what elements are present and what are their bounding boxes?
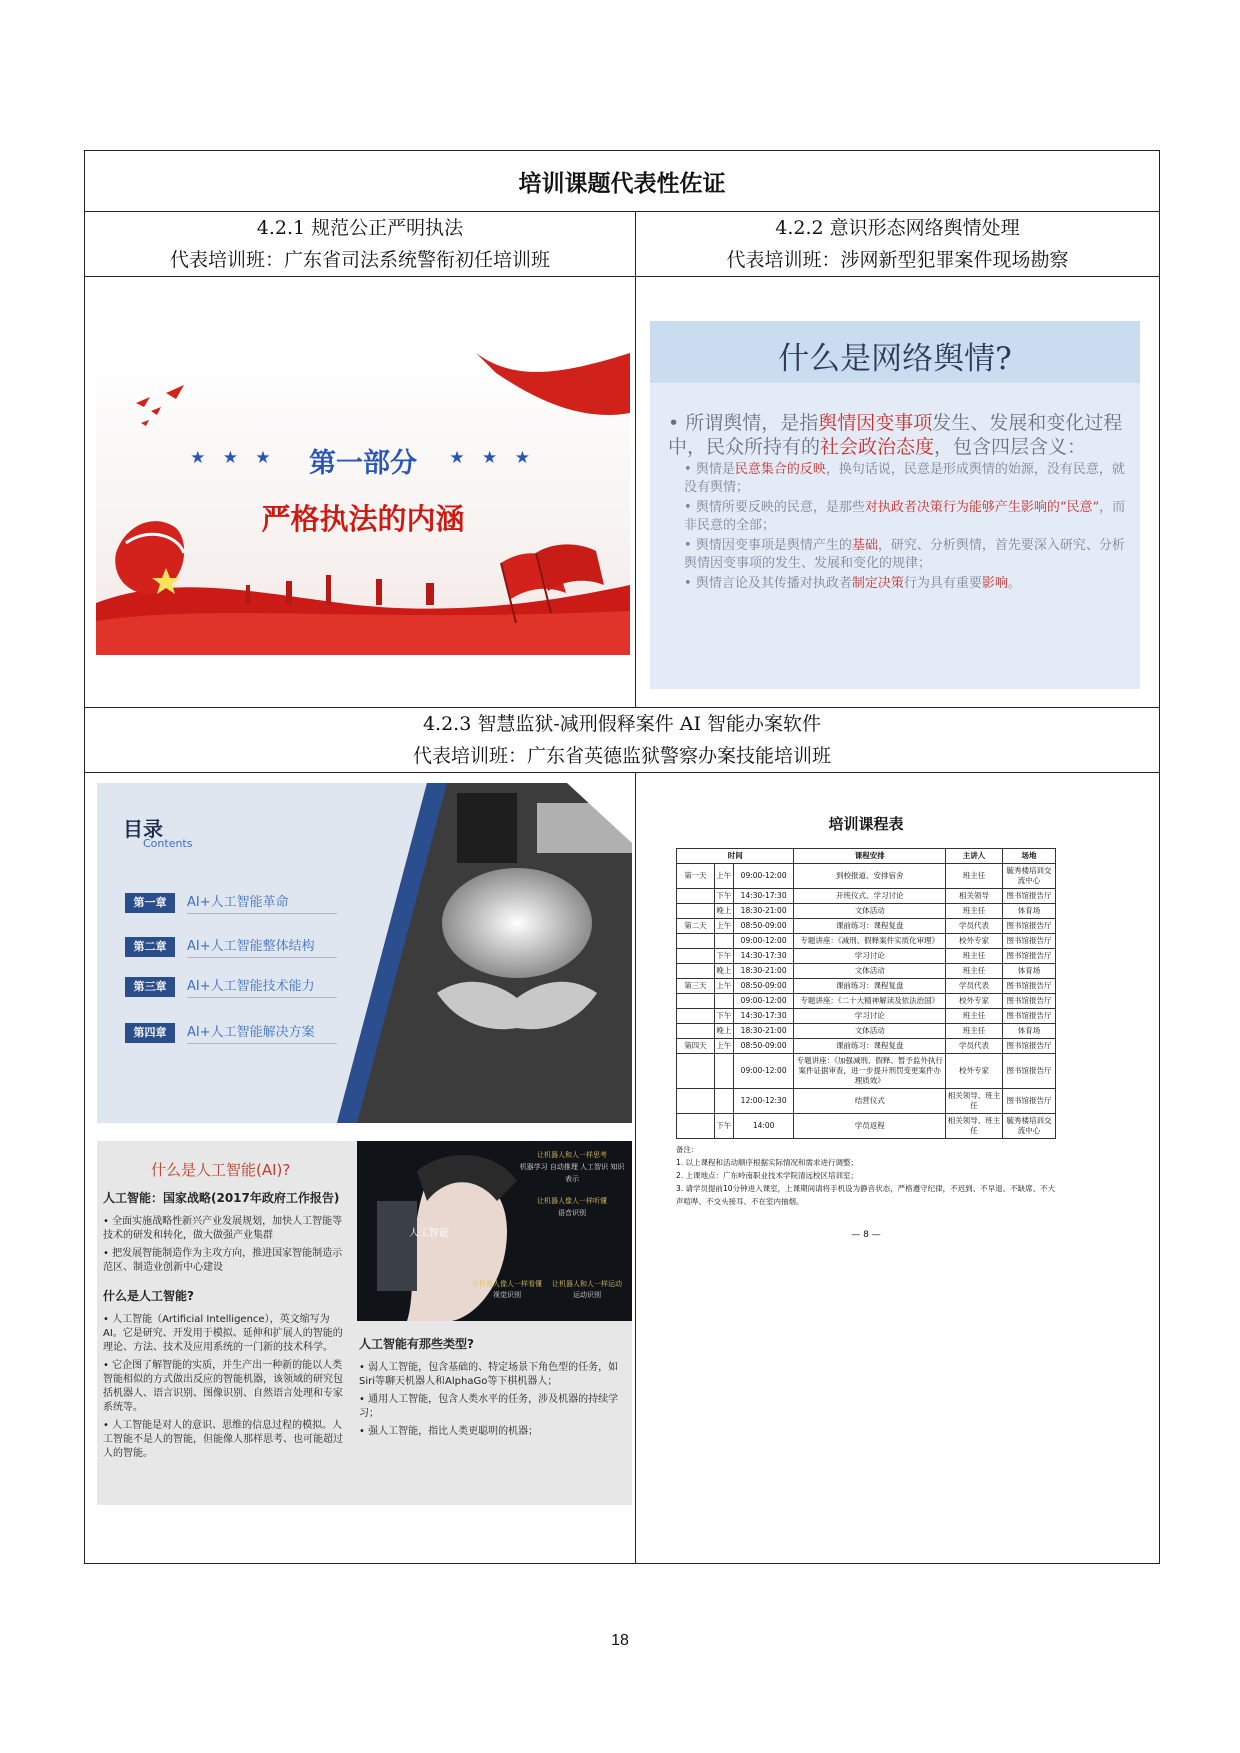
table-cell bbox=[677, 1054, 715, 1089]
table-cell: 结营仪式 bbox=[794, 1089, 946, 1114]
table-row bbox=[677, 949, 1056, 964]
ai-what-list bbox=[103, 1313, 349, 1461]
ai-types-heading: 人工智能有那些类型? bbox=[359, 1337, 474, 1351]
table-cell: 18:30-21:00 bbox=[733, 1024, 794, 1039]
class-name: 代表培训班：涉网新型犯罪案件现场勘察 bbox=[726, 249, 1069, 271]
table-title: 培训课题代表性佐证 bbox=[85, 151, 1160, 212]
schedule-cell bbox=[636, 773, 1160, 1564]
list-item: • 把发展智能制造作为主攻方向，推进国家智能制造示范区、制造业创新中心建设 bbox=[103, 1248, 343, 1273]
table-cell: 班主任 bbox=[946, 1009, 1003, 1024]
slide-body bbox=[668, 411, 1130, 593]
slide-cell-left bbox=[85, 277, 636, 708]
table-cell: 文体活动 bbox=[794, 904, 946, 919]
image-caption: 让机器人像人一样看懂 bbox=[472, 1280, 542, 1288]
table-cell: 08:50-09:00 bbox=[733, 1039, 794, 1054]
table-row bbox=[677, 889, 1056, 904]
table-cell: 图书馆报告厅 bbox=[1002, 934, 1055, 949]
table-cell: 班主任 bbox=[946, 864, 1003, 889]
table-cell: 08:50-09:00 bbox=[733, 919, 794, 934]
list-item: • 舆情因变事项是舆情产生的基础，研究、分析舆情，首先要深入研究、分析舆情因变事项的发生、发展和变化的规律； bbox=[684, 538, 1125, 571]
table-cell: 课前练习：课程复盘 bbox=[794, 919, 946, 934]
table-cell bbox=[714, 1089, 733, 1114]
schedule-title: 培训课程表 bbox=[828, 815, 904, 833]
contents-title: 目录 bbox=[123, 817, 163, 841]
table-cell: 18:30-21:00 bbox=[733, 964, 794, 979]
class-name: 代表培训班：广东省司法系统警衔初任培训班 bbox=[169, 249, 550, 271]
list-item: • 弱人工智能，包含基础的、特定场景下角色型的任务，如Siri等聊天机器人和AlphaGo等下棋机器人； bbox=[359, 1362, 619, 1387]
table-cell: 09:00-12:00 bbox=[733, 1054, 794, 1089]
ai-types-list bbox=[359, 1361, 625, 1439]
table-cell: 下午 bbox=[714, 949, 733, 964]
table-cell bbox=[677, 904, 715, 919]
cell-heading-423 bbox=[85, 708, 1160, 773]
table-cell bbox=[677, 889, 715, 904]
table-row bbox=[677, 1114, 1056, 1139]
toc-item: 第四章 AI+人工智能解决方案 bbox=[125, 1023, 335, 1045]
table-row bbox=[677, 1054, 1056, 1089]
table-cell: 晚上 bbox=[714, 1024, 733, 1039]
table-cell: 14:30-17:30 bbox=[733, 889, 794, 904]
slide-what-is-ai bbox=[97, 1141, 632, 1505]
cell-heading-422 bbox=[636, 212, 1160, 277]
table-cell: 上午 bbox=[714, 864, 733, 889]
table-cell bbox=[677, 934, 715, 949]
table-cell bbox=[677, 964, 715, 979]
table-cell: 上午 bbox=[714, 919, 733, 934]
header-speaker: 主讲人 bbox=[946, 849, 1003, 864]
table-cell bbox=[677, 994, 715, 1009]
schedule-notes: 备注： 1. 以上课程和活动顺序根据实际情况和需求进行调整； 2. 上课地点：广东岭南职业技术学院清远校区培训室； 3. 请学员提前10分钟进入课室，上课期间请将手机设为静音状态，严格遵守纪律，不迟到、不早退、不缺席、不大声喧哗、不交头接耳、不在室内抽烟。 bbox=[676, 1145, 1056, 1206]
slide-network-opinion bbox=[650, 321, 1140, 689]
table-cell: 学习讨论 bbox=[794, 1009, 946, 1024]
topic-heading: 4.2.1 规范公正严明执法 bbox=[256, 217, 464, 239]
table-cell: 文体活动 bbox=[794, 1024, 946, 1039]
table-cell bbox=[677, 1024, 715, 1039]
schedule-table bbox=[676, 848, 1056, 1139]
toc-item: 第一章 AI+人工智能革命 bbox=[125, 893, 335, 915]
table-cell bbox=[677, 1114, 715, 1139]
table-row bbox=[677, 934, 1056, 949]
table-cell: 图书馆报告厅 bbox=[1002, 1039, 1055, 1054]
schedule-body bbox=[677, 864, 1056, 1139]
table-cell: 第二天 bbox=[677, 919, 715, 934]
list-item: • 全面实施战略性新兴产业发展规划，加快人工智能等技术的研发和转化，做大做强产业集群 bbox=[103, 1216, 343, 1241]
table-cell: 专题讲座：《二十大精神解读及依法治国》 bbox=[794, 994, 946, 1009]
table-cell: 相关领导、班主任 bbox=[946, 1089, 1003, 1114]
list-item: • 强人工智能，指比人类更聪明的机器； bbox=[359, 1426, 539, 1437]
table-row bbox=[677, 979, 1056, 994]
table-cell: 课前练习：课程复盘 bbox=[794, 1039, 946, 1054]
slide-part-title: 第一部分 bbox=[309, 448, 417, 479]
table-cell: 图书馆报告厅 bbox=[1002, 1054, 1055, 1089]
evidence-table bbox=[84, 150, 1160, 1564]
table-cell: 下午 bbox=[714, 1114, 733, 1139]
table-cell: 体育场 bbox=[1002, 904, 1055, 919]
table-cell: 毓秀楼培训交流中心 bbox=[1002, 1114, 1055, 1139]
table-cell: 图书馆报告厅 bbox=[1002, 979, 1055, 994]
table-cell: 体育场 bbox=[1002, 964, 1055, 979]
table-cell: 校外专家 bbox=[946, 994, 1003, 1009]
toc-item: 第三章 AI+人工智能技术能力 bbox=[125, 977, 335, 999]
table-cell: 图书馆报告厅 bbox=[1002, 889, 1055, 904]
table-cell: 下午 bbox=[714, 1009, 733, 1024]
table-cell: 18:30-21:00 bbox=[733, 904, 794, 919]
table-cell: 学员代表 bbox=[946, 1039, 1003, 1054]
table-cell: 班主任 bbox=[946, 1024, 1003, 1039]
table-cell: 相关领导、班主任 bbox=[946, 1114, 1003, 1139]
schedule-header-row bbox=[677, 849, 1056, 864]
table-cell: 第一天 bbox=[677, 864, 715, 889]
star-icons-left: ★ ★ ★ bbox=[190, 448, 277, 468]
table-cell: 图书馆报告厅 bbox=[1002, 1009, 1055, 1024]
ai-slide-heading: 什么是人工智能(AI)? bbox=[151, 1161, 291, 1179]
table-cell: 到校报道、安排宿舍 bbox=[794, 864, 946, 889]
ai-image-label: 人工智能 bbox=[409, 1228, 449, 1239]
table-cell: 体育场 bbox=[1002, 1024, 1055, 1039]
table-cell: 第四天 bbox=[677, 1039, 715, 1054]
table-cell bbox=[714, 1054, 733, 1089]
table-cell: 14:30-17:30 bbox=[733, 1009, 794, 1024]
slide-cell-ai bbox=[85, 773, 636, 1564]
table-cell: 学习讨论 bbox=[794, 949, 946, 964]
table-cell: 09:00-12:00 bbox=[733, 994, 794, 1009]
list-item: • 舆情是民意集合的反映，换句话说，民意是形成舆情的始源，没有民意，就没有舆情； bbox=[684, 462, 1125, 495]
table-cell: 文体活动 bbox=[794, 964, 946, 979]
table-cell: 图书馆报告厅 bbox=[1002, 1089, 1055, 1114]
table-row bbox=[677, 1089, 1056, 1114]
table-cell: 毓秀楼培训交流中心 bbox=[1002, 864, 1055, 889]
table-cell: 校外专家 bbox=[946, 934, 1003, 949]
slide-part-subtitle: 严格执法的内涵 bbox=[261, 502, 465, 536]
table-row bbox=[677, 1024, 1056, 1039]
table-cell: 专题讲座：《减刑、假释案件实质化审理》 bbox=[794, 934, 946, 949]
table-row bbox=[677, 964, 1056, 979]
list-item: • 人工智能（Artificial Intelligence），英文缩写为AI。它是研究、开发用于模拟、延伸和扩展人的智能的理论、方法、技术及应用系统的一门新的技术科学。 bbox=[103, 1314, 343, 1353]
table-cell bbox=[714, 934, 733, 949]
table-cell: 14:00 bbox=[733, 1114, 794, 1139]
slide-contents bbox=[97, 783, 632, 1123]
training-schedule bbox=[676, 813, 1056, 1413]
table-cell bbox=[677, 949, 715, 964]
class-name: 代表培训班：广东省英德监狱警察办案技能培训班 bbox=[412, 745, 831, 767]
ai-face-image: 人工智能 让机器人和人一样思考 机器学习 自动推理 人工智识 知识表示 让机器人像人一样听懂 语音识别 让机器人像人一样看懂 视觉识别 让机器人和人一样运动 运动识别 bbox=[357, 1141, 632, 1321]
table-cell: 图书馆报告厅 bbox=[1002, 949, 1055, 964]
table-cell: 开班仪式、学习讨论 bbox=[794, 889, 946, 904]
table-cell: 晚上 bbox=[714, 904, 733, 919]
slide-heading: 什么是网络舆情? bbox=[778, 341, 1012, 377]
header-venue: 场地 bbox=[1002, 849, 1055, 864]
table-cell bbox=[677, 1009, 715, 1024]
table-cell: 学员代表 bbox=[946, 919, 1003, 934]
table-cell: 第三天 bbox=[677, 979, 715, 994]
table-cell: 08:50-09:00 bbox=[733, 979, 794, 994]
table-cell: 上午 bbox=[714, 979, 733, 994]
table-cell: 学员返程 bbox=[794, 1114, 946, 1139]
slide-strict-enforcement bbox=[96, 353, 630, 655]
list-item: • 舆情所要反映的民意，是那些对执政者决策行为能够产生影响的“民意”，而非民意的全部； bbox=[684, 500, 1126, 533]
table-cell bbox=[714, 994, 733, 1009]
contents-subtitle: Contents bbox=[143, 837, 193, 850]
table-cell: 班主任 bbox=[946, 949, 1003, 964]
ai-what-heading: 什么是人工智能? bbox=[103, 1289, 194, 1303]
schedule-page-footer: — 8 — bbox=[851, 1230, 881, 1240]
table-cell: 相关领导 bbox=[946, 889, 1003, 904]
table-cell: 班主任 bbox=[946, 904, 1003, 919]
toc-item: 第二章 AI+人工智能整体结构 bbox=[125, 937, 335, 959]
table-row bbox=[677, 1009, 1056, 1024]
table-cell: 上午 bbox=[714, 1039, 733, 1054]
table-cell: 校外专家 bbox=[946, 1054, 1003, 1089]
table-row bbox=[677, 904, 1056, 919]
image-caption: 让机器人和人一样运动 bbox=[552, 1280, 622, 1288]
header-course: 课程安排 bbox=[794, 849, 946, 864]
table-cell: 14:30-17:30 bbox=[733, 949, 794, 964]
table-cell: 下午 bbox=[714, 889, 733, 904]
image-caption: 让机器人像人一样听懂 bbox=[537, 1197, 607, 1205]
slide-cell-right bbox=[636, 277, 1160, 708]
cell-heading-421 bbox=[85, 212, 636, 277]
table-row bbox=[677, 994, 1056, 1009]
table-cell: 课前练习：课程复盘 bbox=[794, 979, 946, 994]
ai-strategy-heading: 人工智能：国家战略(2017年政府工作报告) bbox=[103, 1191, 340, 1205]
topic-heading: 4.2.2 意识形态网络舆情处理 bbox=[775, 217, 1020, 239]
list-item: • 它企图了解智能的实质，并生产出一种新的能以人类智能相似的方式做出反应的智能机器，该领域的研究包括机器人、语言识别、图像识别、自然语言处理和专家系统等。 bbox=[103, 1360, 343, 1413]
definition-paragraph: • 所谓舆情，是指舆情因变事项发生、发展和变化过程中，民众所持有的社会政治态度，包含四层含义： bbox=[668, 412, 1123, 458]
list-item: • 人工智能是对人的意识、思维的信息过程的模拟。人工智能不是人的智能，但能像人那样思考、也可能超过人的智能。 bbox=[103, 1420, 343, 1459]
table-cell: 12:00-12:30 bbox=[733, 1089, 794, 1114]
table-cell: 09:00-12:00 bbox=[733, 934, 794, 949]
table-cell bbox=[677, 1089, 715, 1114]
ai-strategy-list bbox=[103, 1215, 343, 1275]
table-cell: 专题讲座：《加强减刑、假释、暂予监外执行案件证据审查，进一步提升刑罚变更案件办理质效》 bbox=[794, 1054, 946, 1089]
table-row bbox=[677, 1039, 1056, 1054]
table-row bbox=[677, 919, 1056, 934]
table-row bbox=[677, 864, 1056, 889]
table-cell: 09:00-12:00 bbox=[733, 864, 794, 889]
list-item: • 通用人工智能，包含人类水平的任务，涉及机器的持续学习； bbox=[359, 1394, 619, 1419]
table-cell: 学员代表 bbox=[946, 979, 1003, 994]
topic-heading: 4.2.3 智慧监狱-减刑假释案件 AI 智能办案软件 bbox=[422, 713, 822, 735]
page-number: 18 bbox=[611, 1632, 629, 1649]
table-cell: 图书馆报告厅 bbox=[1002, 919, 1055, 934]
table-cell: 晚上 bbox=[714, 964, 733, 979]
star-icons-right: ★ ★ ★ bbox=[449, 448, 536, 468]
table-cell: 图书馆报告厅 bbox=[1002, 994, 1055, 1009]
header-time: 时间 bbox=[677, 849, 794, 864]
table-cell: 班主任 bbox=[946, 964, 1003, 979]
list-item: • 舆情言论及其传播对执政者制定决策行为具有重要影响。 bbox=[684, 576, 1021, 591]
image-caption: 让机器人和人一样思考 bbox=[537, 1151, 607, 1159]
